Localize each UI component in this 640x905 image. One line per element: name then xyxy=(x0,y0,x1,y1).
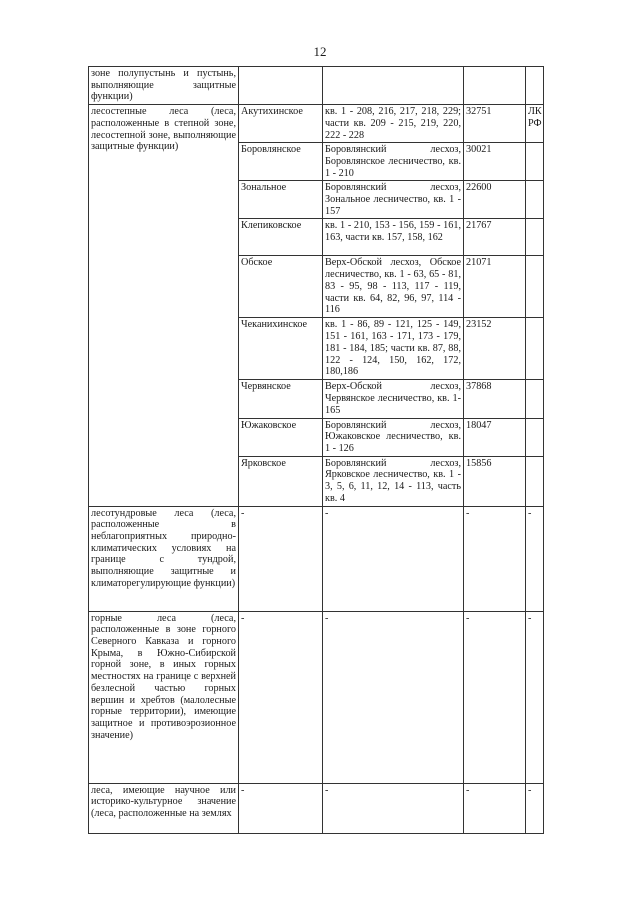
empty-cell xyxy=(526,67,544,105)
quarters-cell: Верх-Обской лесхоз, Обское лесничество, кв. 1 - 63, 65 - 81, 83 - 95, 98 - 113, 117 - 119, части кв. 64, 82, 96, 97, 114 - 116 xyxy=(323,256,464,318)
law-cell xyxy=(526,256,544,318)
forestry-name-cell: Чеканихинское xyxy=(239,318,323,380)
law-cell: - xyxy=(526,783,544,833)
quarters-cell: - xyxy=(323,783,464,833)
quarters-cell: кв. 1 - 86, 89 - 121, 125 - 149, 151 - 161, 163 - 171, 173 - 179, 181 - 184, 185; части кв. 87, 88, 122 - 124, 150, 162, 172, 180,186 xyxy=(323,318,464,380)
quarters-cell: кв. 1 - 208, 216, 217, 218, 229; части кв. 209 - 215, 219, 220, 222 - 228 xyxy=(323,105,464,143)
area-cell: 37868 xyxy=(464,380,526,418)
quarters-cell: Боровлянский лесхоз, Зональное лесничество, кв. 1 - 157 xyxy=(323,181,464,219)
empty-cell xyxy=(239,67,323,105)
area-cell: - xyxy=(464,506,526,611)
quarters-cell: - xyxy=(323,611,464,783)
area-cell: 21767 xyxy=(464,219,526,256)
area-cell: 15856 xyxy=(464,456,526,506)
forestry-name-cell: Зональное xyxy=(239,181,323,219)
forestry-name-cell: Обское xyxy=(239,256,323,318)
forest-category-cell: лесотундровые леса (леса, расположенные в неблагоприятных природно-климатических условиях на границе с тундрой, выполняющие защитные и климаторегулирующие функции) xyxy=(89,506,239,611)
law-cell xyxy=(526,456,544,506)
forestry-name-cell: Акутихинское xyxy=(239,105,323,143)
forest-category-cell: зоне полупустынь и пустынь, выполняющие защитные функции) xyxy=(89,67,239,105)
law-cell xyxy=(526,418,544,456)
table-row xyxy=(89,67,544,105)
quarters-cell: Боровлянский лесхоз, Ярковское лесничество, кв. 1 - 3, 5, 6, 11, 12, 14 - 113, часть кв. 4 xyxy=(323,456,464,506)
table-row xyxy=(89,105,544,143)
forestry-name-cell: Южаковское xyxy=(239,418,323,456)
area-cell: 21071 xyxy=(464,256,526,318)
area-cell: 30021 xyxy=(464,143,526,181)
forest-category-cell: лесостепные леса (леса, расположенные в степной зоне, лесостепной зоне, выполняющие защитные функции) xyxy=(89,105,239,507)
forestry-name-cell: Боровлянское xyxy=(239,143,323,181)
table-row xyxy=(89,783,544,833)
empty-cell xyxy=(464,67,526,105)
forestry-name-cell: - xyxy=(239,506,323,611)
table-row xyxy=(89,506,544,611)
forestry-name-cell: Ярковское xyxy=(239,456,323,506)
law-cell xyxy=(526,380,544,418)
page-number: 12 xyxy=(313,44,327,59)
law-cell: - xyxy=(526,506,544,611)
area-cell: - xyxy=(464,783,526,833)
quarters-cell: - xyxy=(323,506,464,611)
protective-forests-table xyxy=(88,66,544,834)
law-cell xyxy=(526,143,544,181)
law-cell: ЛК РФ xyxy=(526,105,544,143)
area-cell: 23152 xyxy=(464,318,526,380)
area-cell: 32751 xyxy=(464,105,526,143)
area-cell: 22600 xyxy=(464,181,526,219)
table-row xyxy=(89,611,544,783)
forest-category-cell: горные леса (леса, расположенные в зоне горного Северного Кавказа и горного Крыма, в Южно-Сибирской горной зоне, в иных горных местностях на границе с верхней безлесной частью горных вершин и хребтов (малолесные горные территории), имеющие защитное и противоэрозионное значение) xyxy=(89,611,239,783)
law-cell xyxy=(526,181,544,219)
empty-cell xyxy=(323,67,464,105)
area-cell: - xyxy=(464,611,526,783)
forestry-name-cell: - xyxy=(239,611,323,783)
quarters-cell: Боровлянский лесхоз, Боровлянское лесничество, кв. 1 - 210 xyxy=(323,143,464,181)
forestry-name-cell: - xyxy=(239,783,323,833)
quarters-cell: Верх-Обской лесхоз, Червянское лесничество, кв. 1-165 xyxy=(323,380,464,418)
area-cell: 18047 xyxy=(464,418,526,456)
forestry-name-cell: Червянское xyxy=(239,380,323,418)
law-cell xyxy=(526,219,544,256)
forest-category-cell: леса, имеющие научное или историко-культурное значение (леса, расположенные на землях xyxy=(89,783,239,833)
law-cell xyxy=(526,318,544,380)
quarters-cell: кв. 1 - 210, 153 - 156, 159 - 161, 163, части кв. 157, 158, 162 xyxy=(323,219,464,256)
quarters-cell: Боровлянский лесхоз, Южаковское лесничество, кв. 1 - 126 xyxy=(323,418,464,456)
law-cell: - xyxy=(526,611,544,783)
forestry-name-cell: Клепиковское xyxy=(239,219,323,256)
